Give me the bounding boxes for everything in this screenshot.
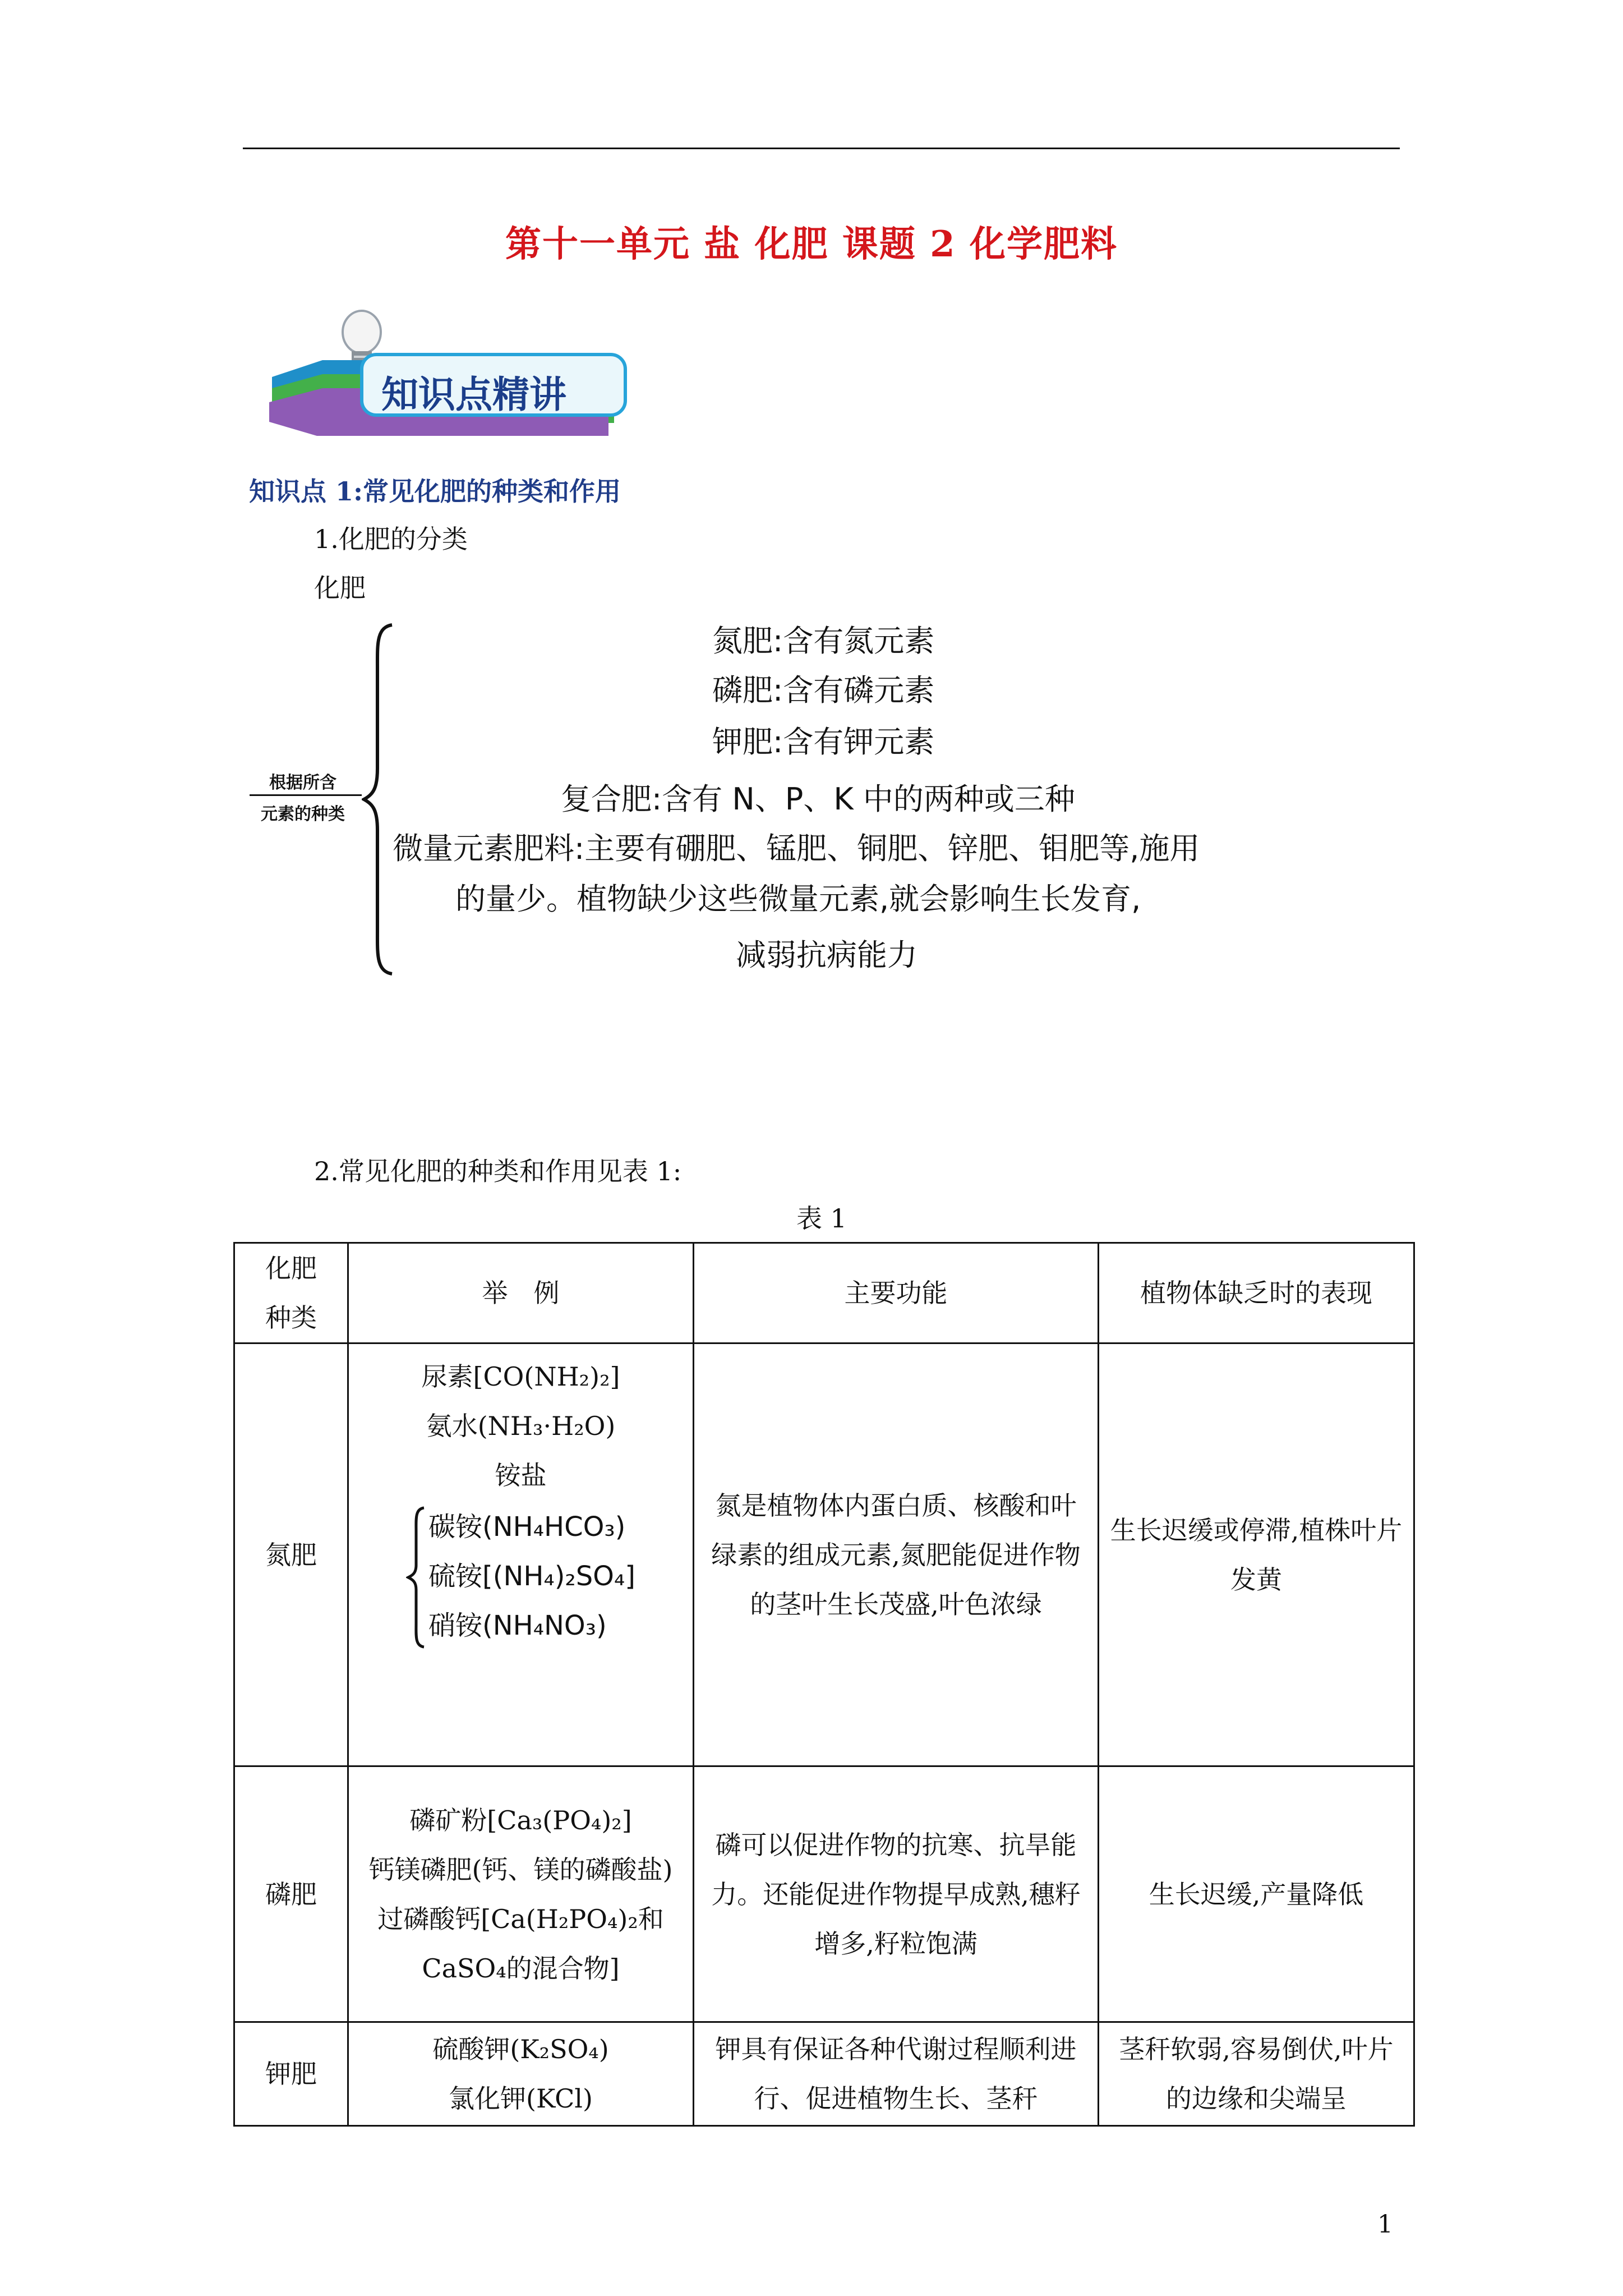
left-brace-icon [406,1506,426,1649]
subheading-classification: 1.化肥的分类 [314,524,468,554]
side-label-divider [250,794,362,796]
ammonium-nitrate: 硝铵(NH₄NO₃) [428,1610,607,1641]
table-row-potassium [234,2022,1414,2126]
left-brace-icon [362,623,395,976]
page-number: 1 [1377,2210,1393,2239]
deficiency-cell: 生长迟缓或停滞,植株叶片发黄 [1099,1343,1414,1766]
header-type: 化肥 种类 [234,1243,348,1343]
header-function: 主要功能 [694,1243,1099,1343]
root-label: 化肥 [314,573,366,603]
tree-line-trace-3: 减弱抗病能力 [736,937,917,973]
side-label-bottom: 元素的种类 [261,804,345,824]
ammonium-list [406,1502,635,1650]
header-deficiency: 植物体缺乏时的表现 [1099,1243,1414,1343]
tree-line-compound: 复合肥:含有 N、P、K 中的两种或三种 [561,781,1075,817]
badge-label: 知识点精讲 [381,373,566,416]
table-header-row [234,1243,1414,1343]
tree-line-trace-1: 微量元素肥料:主要有硼肥、锰肥、铜肥、锌肥、钼肥等,施用 [393,831,1200,866]
example-cell [348,2022,694,2126]
side-label-top: 根据所含 [269,773,336,793]
type-cell: 磷肥 [234,1766,348,2022]
tree-line-potassium: 钾肥:含有钾元素 [712,724,935,760]
table-caption: 表 1 [796,1203,847,1234]
header-example: 举 例 [348,1243,694,1343]
example-phosphate-rock: 磷矿粉[Ca₃(PO₄)₂] [409,1805,632,1835]
function-cell: 磷可以促进作物的抗寒、抗旱能力。还能促进作物提早成熟,穗籽增多,籽粒饱满 [694,1766,1099,2022]
subheading-table-intro: 2.常见化肥的种类和作用见表 1: [314,1156,682,1186]
header-rule [243,148,1400,149]
tree-line-nitrogen: 氮肥:含有氮元素 [712,623,935,659]
table-row-nitrogen [234,1343,1414,1766]
knowledge-point-heading: 知识点 1:常见化肥的种类和作用 [249,476,621,507]
page-title: 第十一单元 盐 化肥 课题 2 化学肥料 [505,223,1118,265]
ammonium-sulfate: 硫铵[(NH₄)₂SO₄] [428,1561,635,1592]
fertilizer-table [233,1242,1415,2127]
example-calcium-magnesium-phosphate: 钙镁磷肥(钙、镁的磷酸盐) [368,1854,673,1885]
ammonium-bicarbonate: 碳铵(NH₄HCO₃) [428,1511,626,1543]
type-cell: 氮肥 [234,1343,348,1766]
example-cell [348,1766,694,2022]
example-superphosphate: 过磷酸钙[Ca(H₂PO₄)₂和CaSO₄的混合物] [377,1903,664,1984]
example-ammonium-salts: 铵盐 [495,1460,547,1490]
deficiency-cell: 生长迟缓,产量降低 [1099,1766,1414,2022]
example-cell [348,1343,694,1766]
function-cell: 氮是植物体内蛋白质、核酸和叶绿素的组成元素,氮肥能促进作物的茎叶生长茂盛,叶色浓绿 [694,1343,1099,1766]
tree-line-trace-2: 的量少。植物缺少这些微量元素,就会影响生长发育, [455,881,1141,917]
example-ammonia-water: 氨水(NH₃·H₂O) [426,1411,616,1441]
example-potassium-chloride: 氯化钾(KCl) [449,2083,593,2114]
table-row-phosphorus [234,1766,1414,2022]
type-cell: 钾肥 [234,2022,348,2126]
deficiency-cell: 茎秆软弱,容易倒伏,叶片的边缘和尖端呈 [1099,2022,1414,2126]
example-urea: 尿素[CO(NH₂)₂] [421,1361,620,1392]
tree-line-phosphorus: 磷肥:含有磷元素 [712,673,935,708]
function-cell: 钾具有保证各种代谢过程顺利进行、促进植物生长、茎秆 [694,2022,1099,2126]
example-potassium-sulfate: 硫酸钾(K₂SO₄) [432,2034,609,2064]
